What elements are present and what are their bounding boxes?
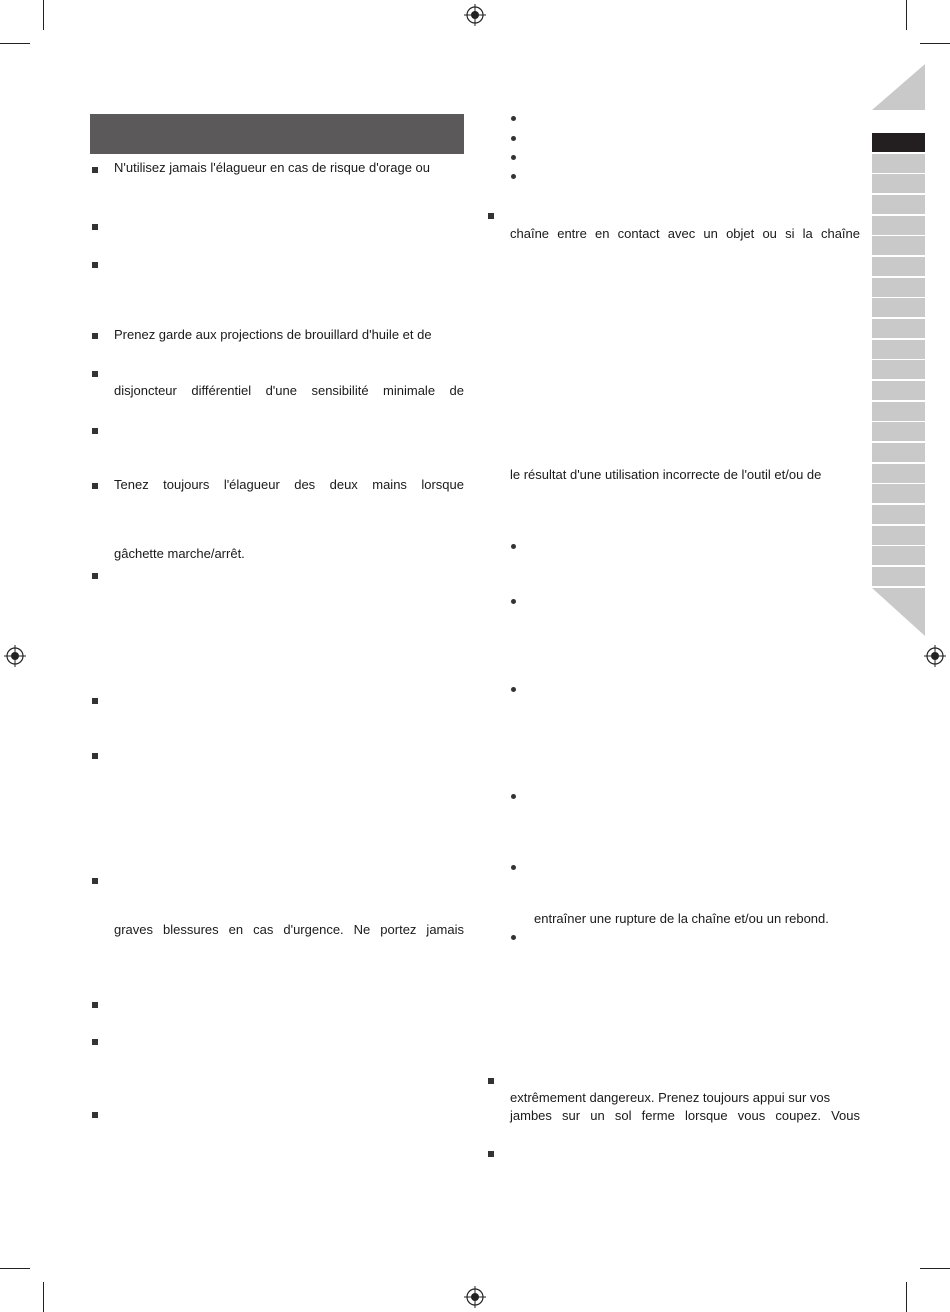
- language-tab[interactable]: [872, 257, 925, 276]
- paragraph-text: gâchette marche/arrêt.: [114, 546, 245, 561]
- bullet-square: [92, 1039, 98, 1045]
- bullet-dot: [511, 155, 516, 160]
- crop-mark: [920, 1268, 950, 1269]
- language-tab-strip: [872, 64, 926, 638]
- language-tab[interactable]: [872, 546, 925, 565]
- language-tab[interactable]: [872, 526, 925, 545]
- paragraph-text: disjoncteur différentiel d'une sensibilité minimale de: [114, 383, 464, 398]
- language-tab[interactable]: [872, 567, 925, 586]
- crop-mark: [43, 0, 44, 30]
- bullet-square: [488, 1151, 494, 1157]
- bullet-dot: [511, 174, 516, 179]
- crop-mark: [43, 1282, 44, 1312]
- crop-mark: [906, 1282, 907, 1312]
- paragraph-text: chaîne entre en contact avec un objet ou si la chaîne: [510, 226, 860, 241]
- language-tab[interactable]: [872, 319, 925, 338]
- bullet-dot: [511, 794, 516, 799]
- language-tab[interactable]: [872, 505, 925, 524]
- language-tab[interactable]: [872, 464, 925, 483]
- language-tab[interactable]: [872, 402, 925, 421]
- language-tab[interactable]: [872, 422, 925, 441]
- language-tab[interactable]: [872, 216, 925, 235]
- bullet-square: [92, 224, 98, 230]
- bullet-square: [92, 333, 98, 339]
- bullet-square: [92, 167, 98, 173]
- registration-mark-icon: [464, 1286, 486, 1308]
- language-tab[interactable]: [872, 298, 925, 317]
- language-tab[interactable]: [872, 236, 925, 255]
- crop-mark: [0, 43, 30, 44]
- bullet-dot: [511, 865, 516, 870]
- paragraph-text: le résultat d'une utilisation incorrecte de l'outil et/ou de: [510, 467, 822, 482]
- language-tab[interactable]: [872, 154, 925, 173]
- paragraph-text: Tenez toujours l'élagueur des deux mains lorsque: [114, 477, 464, 492]
- bullet-dot: [511, 544, 516, 549]
- bullet-square: [92, 573, 98, 579]
- bullet-square: [488, 213, 494, 219]
- language-tab[interactable]: [872, 484, 925, 503]
- section-heading-bar: [90, 114, 464, 154]
- language-tab-active[interactable]: [872, 133, 925, 152]
- paragraph-text: Prenez garde aux projections de brouillard d'huile et de: [114, 327, 432, 342]
- bullet-dot: [511, 599, 516, 604]
- paragraph-text: N'utilisez jamais l'élagueur en cas de risque d'orage ou: [114, 160, 431, 175]
- bullet-dot: [511, 687, 516, 692]
- tab-strip-top-cap: [872, 64, 926, 112]
- language-tab[interactable]: [872, 340, 925, 359]
- bullet-square: [92, 753, 98, 759]
- registration-mark-icon: [464, 4, 486, 26]
- bullet-square: [92, 428, 98, 434]
- bullet-square: [92, 1002, 98, 1008]
- crop-mark: [0, 1268, 30, 1269]
- bullet-square: [92, 1112, 98, 1118]
- language-tab[interactable]: [872, 381, 925, 400]
- bullet-square: [92, 483, 98, 489]
- bullet-square: [92, 371, 98, 377]
- language-tab[interactable]: [872, 443, 925, 462]
- crop-mark: [920, 43, 950, 44]
- language-tab[interactable]: [872, 278, 925, 297]
- tab-strip-bottom-cap: [872, 588, 926, 638]
- language-tab[interactable]: [872, 360, 925, 379]
- registration-mark-icon: [4, 645, 26, 667]
- bullet-square: [92, 698, 98, 704]
- crop-mark: [906, 0, 907, 30]
- paragraph-text: jambes sur un sol ferme lorsque vous coupez. Vous: [510, 1108, 860, 1123]
- bullet-square: [92, 262, 98, 268]
- paragraph-text: graves blessures en cas d'urgence. Ne portez jamais: [114, 922, 464, 937]
- bullet-square: [92, 878, 98, 884]
- registration-mark-icon: [924, 645, 946, 667]
- paragraph-text: entraîner une rupture de la chaîne et/ou un rebond.: [534, 911, 829, 926]
- language-tab[interactable]: [872, 195, 925, 214]
- bullet-dot: [511, 935, 516, 940]
- bullet-dot: [511, 116, 516, 121]
- bullet-square: [488, 1078, 494, 1084]
- bullet-dot: [511, 136, 516, 141]
- paragraph-text: extrêmement dangereux. Prenez toujours appui sur vos: [510, 1090, 831, 1105]
- language-tab[interactable]: [872, 174, 925, 193]
